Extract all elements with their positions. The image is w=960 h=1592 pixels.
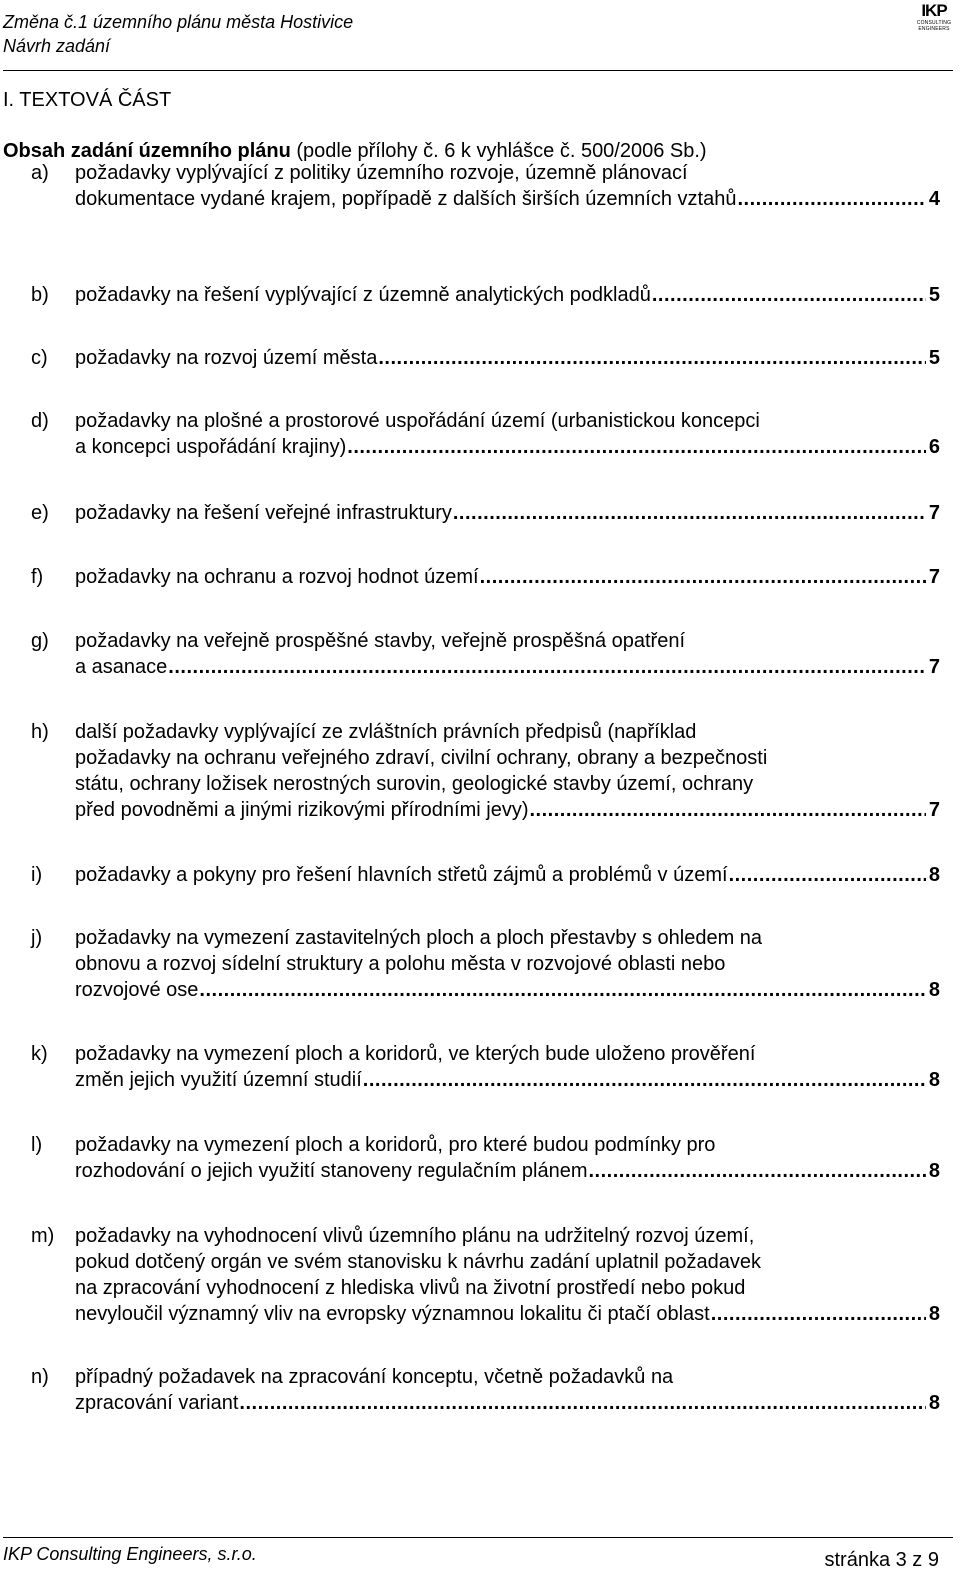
toc-entry-letter: g) bbox=[31, 630, 49, 652]
toc-entry-last-line bbox=[75, 500, 940, 526]
toc-entry-letter: d) bbox=[31, 410, 49, 432]
toc-entry-line: státu, ochrany ložisek nerostných surovin, geologické stavby území, ochrany bbox=[75, 773, 754, 795]
toc-entry-line: požadavky vyplývající z politiky územního rozvoje, územně plánovací bbox=[75, 162, 688, 184]
toc-entry-last-line bbox=[75, 797, 940, 823]
toc-entry-letter: n) bbox=[31, 1366, 49, 1388]
footer-page-number: stránka 3 z 9 bbox=[824, 1549, 939, 1571]
toc-entry-line: požadavky na plošné a prostorové uspořádání území (urbanistickou koncepci bbox=[75, 410, 760, 432]
toc-entry-letter: b) bbox=[31, 284, 49, 306]
toc-entry-body bbox=[75, 564, 940, 590]
toc-dot-leader bbox=[729, 862, 926, 888]
toc-entry-last-line bbox=[75, 282, 940, 308]
toc-entry-body bbox=[75, 925, 940, 1003]
toc-entry-last-line bbox=[75, 345, 940, 371]
toc-entry-body bbox=[75, 719, 940, 823]
toc-entry-body bbox=[75, 1132, 940, 1184]
toc-entry[interactable] bbox=[31, 564, 940, 590]
toc-entry-line: požadavky na ochranu a rozvoj hodnot území bbox=[75, 566, 479, 588]
toc-entry-last-line bbox=[75, 1067, 940, 1093]
toc-entry-line: požadavky na rozvoj území města bbox=[75, 347, 378, 369]
section-title: I. TEXTOVÁ ČÁST bbox=[3, 89, 172, 111]
toc-page-number: 8 bbox=[928, 979, 940, 1001]
toc-entry-line: požadavky na vymezení ploch a koridorů, ve kterých bude uloženo prověření bbox=[75, 1043, 756, 1065]
toc-dot-leader bbox=[737, 186, 925, 212]
toc-page-number: 8 bbox=[928, 1160, 940, 1182]
toc-entry-body bbox=[75, 160, 940, 212]
toc-entry[interactable] bbox=[31, 160, 940, 212]
toc-entry-line: zpracování variant bbox=[75, 1392, 239, 1414]
toc-dot-leader bbox=[199, 977, 925, 1003]
toc-page-number: 7 bbox=[928, 566, 940, 588]
toc-entry-body bbox=[75, 1041, 940, 1093]
header-text bbox=[3, 10, 353, 58]
toc-entry-last-line bbox=[75, 654, 940, 680]
toc-entry[interactable] bbox=[31, 719, 940, 823]
toc-entry-line: požadavky na řešení veřejné infrastruktury bbox=[75, 502, 452, 524]
toc-entry-line: požadavky a pokyny pro řešení hlavních střetů zájmů a problémů v území bbox=[75, 864, 728, 886]
toc-page-number: 6 bbox=[928, 436, 940, 458]
logo-sub-1: CONSULTING bbox=[916, 20, 952, 26]
toc-entry-last-line bbox=[75, 977, 940, 1003]
toc-entry-line: před povodněmi a jinými rizikovými přírodními jevy) bbox=[75, 799, 529, 821]
toc-entry-body bbox=[75, 500, 940, 526]
toc-entry-line: požadavky na řešení vyplývající z územně analytických podkladů bbox=[75, 284, 651, 306]
toc-entry[interactable] bbox=[31, 282, 940, 308]
toc-dot-leader bbox=[480, 564, 926, 590]
toc-entry[interactable] bbox=[31, 345, 940, 371]
toc-entry-body bbox=[75, 628, 940, 680]
toc-entry-letter: l) bbox=[31, 1134, 43, 1156]
toc-entry-line: změn jejich využití územní studií bbox=[75, 1069, 362, 1091]
toc-entry-line: požadavky na ochranu veřejného zdraví, civilní ochrany, obrany a bezpečnosti bbox=[75, 747, 768, 769]
toc-entry[interactable] bbox=[31, 628, 940, 680]
toc-entry-body bbox=[75, 408, 940, 460]
toc-entry-line: další požadavky vyplývající ze zvláštních právních předpisů (například bbox=[75, 721, 697, 743]
toc-entry-line: požadavky na vymezení zastavitelných ploch a ploch přestavby s ohledem na bbox=[75, 927, 763, 949]
toc-entry[interactable] bbox=[31, 862, 940, 888]
toc-entry-line: případný požadavek na zpracování konceptu, včetně požadavků na bbox=[75, 1366, 674, 1388]
toc-entry[interactable] bbox=[31, 925, 940, 1003]
toc-entry-body bbox=[75, 282, 940, 308]
toc-entry-line: dokumentace vydané krajem, popřípadě z dalších širších územních vztahů bbox=[75, 188, 737, 210]
toc-page-number: 8 bbox=[928, 1303, 940, 1325]
toc-dot-leader bbox=[168, 654, 926, 680]
toc-entry-line: požadavky na veřejně prospěšné stavby, veřejně prospěšná opatření bbox=[75, 630, 686, 652]
toc-entry-last-line bbox=[75, 862, 940, 888]
toc-entry[interactable] bbox=[31, 1132, 940, 1184]
toc-entry-letter: k) bbox=[31, 1043, 48, 1065]
toc-entry[interactable] bbox=[31, 1223, 940, 1327]
toc-dot-leader bbox=[378, 345, 926, 371]
toc-entry-letter: a) bbox=[31, 162, 49, 184]
toc-entry[interactable] bbox=[31, 1364, 940, 1416]
toc-dot-leader bbox=[529, 797, 925, 823]
toc-entry-letter: c) bbox=[31, 347, 48, 369]
toc-entry-line: rozvojové ose bbox=[75, 979, 199, 1001]
toc-entry-last-line bbox=[75, 1158, 940, 1184]
toc-entry-body bbox=[75, 345, 940, 371]
toc-entry-line: na zpracování vyhodnocení z hlediska vlivů na životní prostředí nebo pokud bbox=[75, 1277, 746, 1299]
logo-mark: IKP bbox=[921, 1, 947, 20]
toc-entry[interactable] bbox=[31, 500, 940, 526]
toc-page-number: 7 bbox=[928, 799, 940, 821]
toc-entry-last-line bbox=[75, 186, 940, 212]
toc-entry-last-line bbox=[75, 1301, 940, 1327]
toc-page-number: 7 bbox=[928, 656, 940, 678]
toc-entry-letter: h) bbox=[31, 721, 49, 743]
page-header bbox=[3, 1, 953, 71]
logo-sub-2: ENGINEERS bbox=[918, 26, 950, 32]
toc-dot-leader bbox=[239, 1390, 925, 1416]
toc-entry-letter: m) bbox=[31, 1225, 55, 1247]
toc-entry-line: požadavky na vymezení ploch a koridorů, pro které budou podmínky pro bbox=[75, 1134, 716, 1156]
toc-entry-body bbox=[75, 1364, 940, 1416]
toc-page-number: 8 bbox=[928, 864, 940, 886]
toc-entry-letter: i) bbox=[31, 864, 43, 886]
toc-dot-leader bbox=[711, 1301, 926, 1327]
toc-entry[interactable] bbox=[31, 1041, 940, 1093]
toc-dot-leader bbox=[453, 500, 926, 526]
toc-entry-letter: e) bbox=[31, 502, 49, 524]
toc-entry-line: rozhodování o jejich využití stanoveny regulačním plánem bbox=[75, 1160, 588, 1182]
toc-entry-body bbox=[75, 1223, 940, 1327]
company-logo bbox=[915, 2, 953, 46]
toc-page-number: 5 bbox=[928, 284, 940, 306]
toc-entry-letter: j) bbox=[31, 927, 43, 949]
toc-heading-normal: (podle přílohy č. 6 k vyhlášce č. 500/2006 Sb.) bbox=[290, 140, 707, 162]
toc-page-number: 4 bbox=[928, 188, 940, 210]
toc-entry-last-line bbox=[75, 564, 940, 590]
toc-page-number: 8 bbox=[928, 1392, 940, 1414]
toc-entry-line: pokud dotčený orgán ve svém stanovisku k návrhu zadání uplatnil požadavek bbox=[75, 1251, 761, 1273]
document-title: Změna č.1 územního plánu města Hostivice bbox=[3, 12, 354, 32]
footer-company: IKP Consulting Engineers, s.r.o. bbox=[3, 1544, 257, 1564]
toc-entry-last-line bbox=[75, 1390, 940, 1416]
toc-entry-line: nevyloučil významný vliv na evropsky významnou lokalitu či ptačí oblast bbox=[75, 1303, 710, 1325]
toc-entry-letter: f) bbox=[31, 566, 44, 588]
toc-entry-body bbox=[75, 862, 940, 888]
toc-entry-line: a asanace bbox=[75, 656, 168, 678]
document-subtitle: Návrh zadání bbox=[3, 36, 111, 56]
toc-entry-last-line bbox=[75, 434, 940, 460]
toc-entry-line: požadavky na vyhodnocení vlivů územního plánu na udržitelný rozvoj území, bbox=[75, 1225, 755, 1247]
toc-page-number: 5 bbox=[928, 347, 940, 369]
toc-dot-leader bbox=[347, 434, 926, 460]
toc-dot-leader bbox=[652, 282, 926, 308]
toc-entry-line: obnovu a rozvoj sídelní struktury a polohu města v rozvojové oblasti nebo bbox=[75, 953, 726, 975]
toc-dot-leader bbox=[363, 1067, 926, 1093]
toc-dot-leader bbox=[589, 1158, 926, 1184]
toc-page-number: 8 bbox=[928, 1069, 940, 1091]
toc-entry-line: a koncepci uspořádání krajiny) bbox=[75, 436, 347, 458]
toc-page-number: 7 bbox=[928, 502, 940, 524]
toc-heading-bold: Obsah zadání územního plánu bbox=[3, 140, 291, 162]
page-footer bbox=[3, 1537, 953, 1592]
toc-entry[interactable] bbox=[31, 408, 940, 460]
